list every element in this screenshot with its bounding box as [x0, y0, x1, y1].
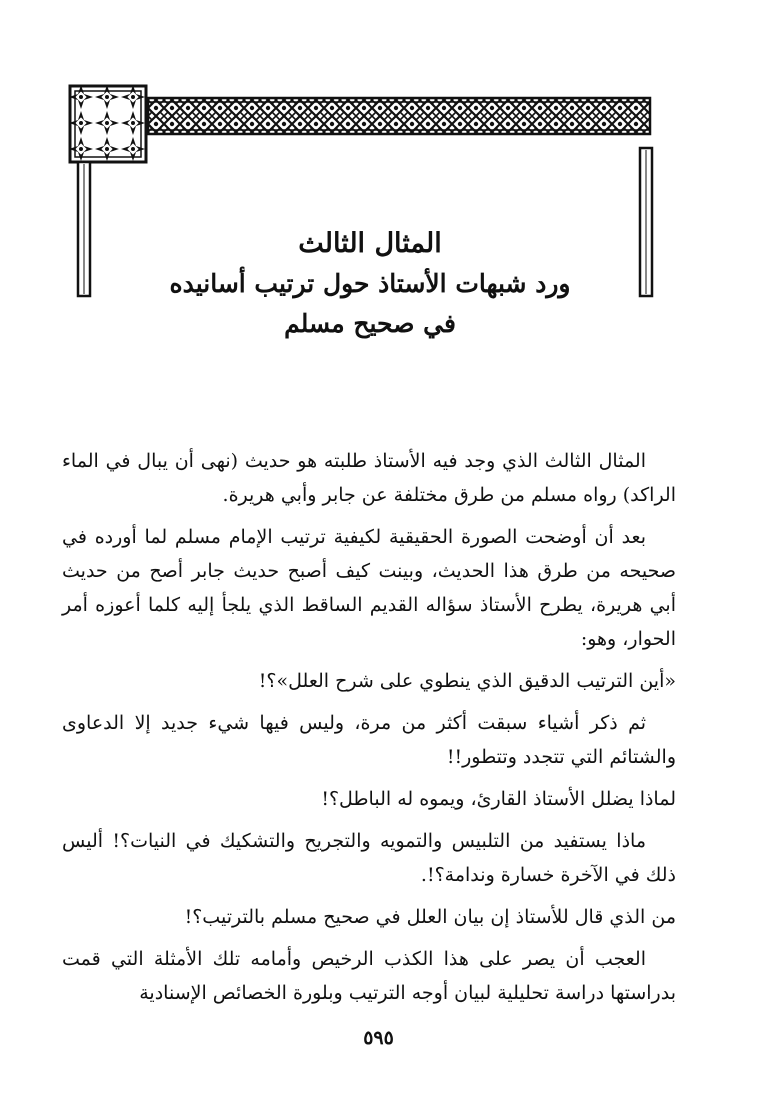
corner-ornament [70, 86, 146, 162]
paragraph-8: العجب أن يصر على هذا الكذب الرخيص وأمامه تلك الأمثلة التي قمت بدراستها دراسة تحليلية لبيان أوجه الترتيب وبلورة الخصائص الإسنادية [62, 948, 676, 1004]
paragraph-7: من الذي قال للأستاذ إن بيان العلل في صحيح مسلم بالترتيب؟! [184, 906, 676, 928]
heading-line-2: ورد شبهات الأستاذ حول ترتيب أسانيده [169, 269, 571, 298]
body-text [62, 444, 676, 1018]
chapter-heading [90, 224, 650, 344]
heading-line-1: المثال الثالث [298, 228, 442, 259]
paragraph-1: المثال الثالث الذي وجد فيه الأستاذ طلبته هو حديث (نهى أن يبال في الماء الراكد) رواه مسلم من طرق مختلفة عن جابر وأبي هريرة. [62, 450, 676, 506]
paragraph-3: «أين الترتيب الدقيق الذي ينطوي على شرح العلل»؟! [258, 670, 676, 692]
page-number: ٥٩٥ [363, 1027, 394, 1049]
top-band [148, 98, 650, 134]
heading-line-3: في صحيح مسلم [284, 309, 456, 338]
paragraph-5: لماذا يضلل الأستاذ القارئ، ويموه له الباطل؟! [321, 788, 676, 810]
paragraph-6: ماذا يستفيد من التلبيس والتمويه والتجريح والتشكيك في النيات؟! أليس ذلك في الآخرة خسارة وندامة؟!. [62, 830, 676, 886]
paragraph-4: ثم ذكر أشياء سبقت أكثر من مرة، وليس فيها شيء جديد إلا الدعاوى والشتائم التي تتجدد وتتطور!! [62, 712, 676, 768]
paragraph-2: بعد أن أوضحت الصورة الحقيقية لكيفية ترتيب الإمام مسلم لما أورده في صحيحه من طرق هذا الحديث، وبينت كيف أصبح حديث جابر أصح من حديث أبي هريرة، يطرح الأستاذ سؤاله القديم الساقط الذي يلجأ إليه كلما أعوزه أمر الحوار، وهو: [62, 526, 676, 650]
